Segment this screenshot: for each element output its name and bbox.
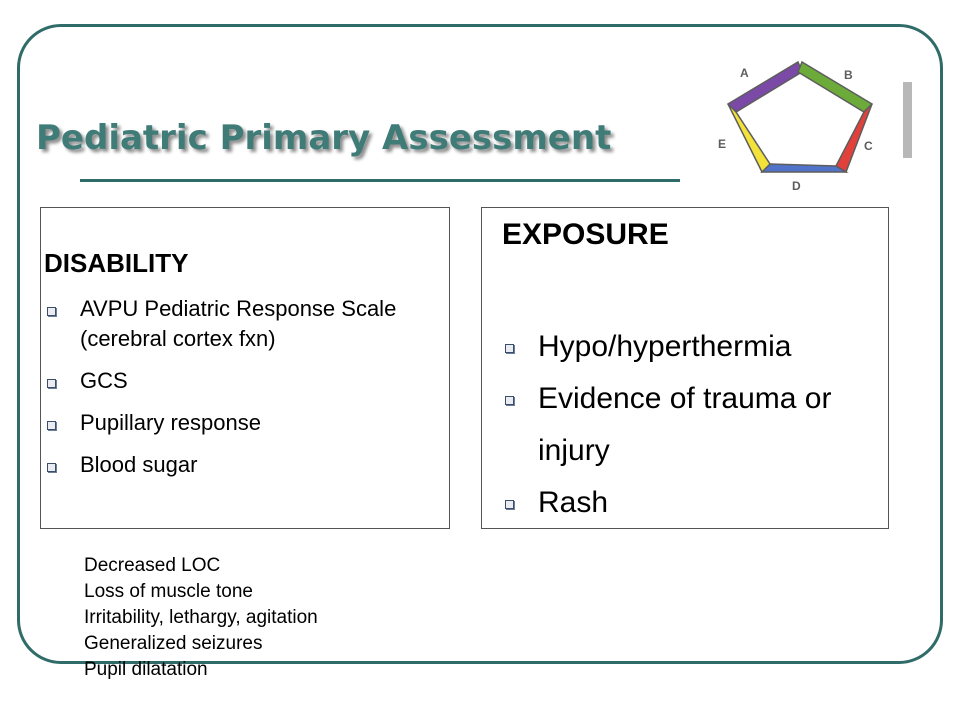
- pentagon-label-d: D: [792, 179, 801, 193]
- list-item: [502, 321, 882, 373]
- pentagon-label-c: C: [864, 139, 873, 153]
- disability-list: [44, 294, 448, 492]
- list-item-text: Rash: [538, 486, 609, 519]
- list-item: [502, 373, 882, 477]
- list-item-text: Hypo/hyperthermia: [538, 330, 792, 363]
- list-item-text: Pupillary response: [80, 410, 261, 435]
- square-bullet-icon: [505, 344, 514, 353]
- list-item: [44, 294, 448, 354]
- list-item-text: AVPU Pediatric Response Scale (cerebral cortex fxn): [80, 296, 397, 351]
- pentagon-side-e: [728, 104, 770, 172]
- square-bullet-icon: [47, 379, 56, 388]
- decorative-gray-bar: [903, 82, 912, 158]
- list-item-text: Blood sugar: [80, 452, 198, 477]
- square-bullet-icon: [47, 421, 56, 430]
- exposure-list: [502, 321, 882, 529]
- notes-list: [84, 553, 318, 683]
- list-item: [44, 450, 448, 480]
- pentagon-label-b: B: [844, 68, 853, 82]
- pentagon-label-e: E: [718, 137, 727, 151]
- list-item-text: GCS: [80, 368, 128, 393]
- exposure-box: [481, 207, 889, 529]
- list-item-text: Evidence of trauma or injury: [538, 382, 832, 467]
- list-item: [502, 477, 882, 529]
- pentagon-side-b: [798, 62, 872, 112]
- square-bullet-icon: [47, 307, 56, 316]
- note-item: Decreased LOC: [84, 555, 221, 576]
- disability-heading: DISABILITY: [44, 248, 189, 278]
- square-bullet-icon: [505, 396, 514, 405]
- square-bullet-icon: [47, 463, 56, 472]
- abcde-pentagon-diagram: [712, 58, 898, 196]
- title-underline: [80, 179, 680, 182]
- note-item: Generalized seizures: [84, 633, 263, 654]
- list-item: [44, 408, 448, 438]
- pentagon-side-c: [836, 104, 872, 172]
- pentagon-label-a: A: [740, 66, 749, 80]
- exposure-heading: EXPOSURE: [502, 218, 669, 251]
- slide-title: Pediatric Primary Assessment: [36, 118, 612, 158]
- note-item: Loss of muscle tone: [84, 581, 253, 602]
- list-item: [44, 366, 448, 396]
- note-item: Irritability, lethargy, agitation: [84, 607, 318, 628]
- square-bullet-icon: [505, 500, 514, 509]
- note-item: Pupil dilatation: [84, 659, 208, 680]
- disability-box: [40, 207, 450, 529]
- pentagon-side-d: [762, 164, 846, 172]
